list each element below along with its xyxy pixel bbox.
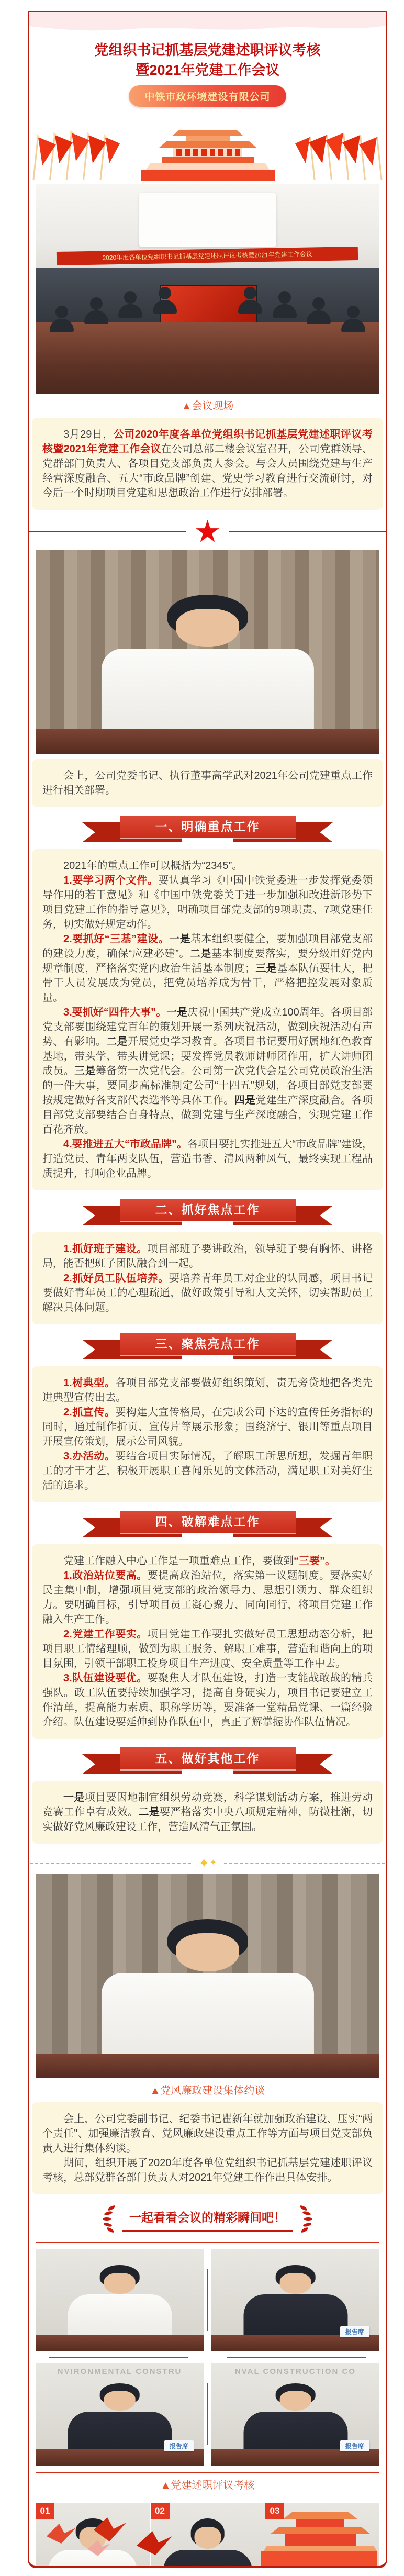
paragraph: 1.树典型。各项目部党支部要做好组织策划，责无旁贷地把各类先进典型宣传出去。 — [42, 1377, 373, 1403]
attendee-silhouette — [273, 291, 297, 318]
attendee-silhouette — [238, 287, 262, 314]
section-ribbon-1 — [29, 816, 386, 844]
paragraph: 4.要推进五大“市政品牌”。各项目要扎实推进五大“市政品牌”建设，打造党员、青年两支队伍，营造书香、清风两种风气，最终实现工程品质提升，打响企业品牌。 — [42, 1139, 373, 1179]
photo-speaker-quxinnian — [36, 1874, 379, 2078]
page-title-line2: 暨2021年党建工作会议 — [135, 62, 280, 78]
paragraph: 3.要抓好“四件大事”。一是庆祝中国共产党成立100周年。各项目部党支部要围绕建党百年的策划开展一系列庆祝活动，做到庆祝活动有声势、有影响。二是开展党史学习教育。各项目书记要用好属地红色教育基地，带头学、带头讲党课；要发挥党员教师讲师团作用，扩大讲师团成员。三是筹备第一次党代会。公司第一次党代会是公司党员政治生活的一件大事，要同步高标准制定公司“十四五”规划，各项目部党支部要按规定做好各支部代表选举等具体工作。四是党建生产深度融合。各项目部党支部要结合自身特点，做到党建与生产深度融合，实现党建工作百花齐放。 — [42, 1007, 373, 1135]
sparkle-stars-icon: ✦✦ — [198, 1855, 217, 1871]
attendee-silhouette — [50, 306, 74, 332]
section-box-4 — [32, 1544, 383, 1739]
section-ribbon-3 — [29, 1333, 386, 1361]
page-title-line1: 党组织书记抓基层党建述职评议考核 — [94, 42, 321, 58]
paragraph: 一是项目要因地制宜组织劳动竞赛，科学谋划活动方案，推进劳动竞赛工作卓有成效。二是要严格落实中央八项规定精神，防微杜渐，切实做好党风廉政建设工作，营造风清气正氛围。 — [42, 1792, 373, 1833]
attendee-silhouette — [307, 297, 331, 324]
paragraph: 1.政治站位要高。要提高政治站位，落实第一议题制度。要落实好民主集中制，增强项目党支部的政治领导力、思想引领力、群众组织力。要明确目标，引导项目员工凝心聚力、同向同行，将项目党建工作融入生产工作。 — [42, 1570, 373, 1625]
paragraph: 2021年的重点工作可以概括为“2345”。 — [63, 860, 243, 872]
section-box-2 — [32, 1232, 383, 1324]
laurel-left-icon — [101, 2205, 119, 2234]
photo-banner-text: 2020年度各单位党组织书记抓基层党建述职评议考核暨2021年党建工作会议 — [57, 247, 358, 265]
attendee-silhouette — [118, 291, 142, 318]
grid-row-2 — [36, 2363, 379, 2466]
photo-conference-table — [36, 322, 379, 394]
section-title-5: 五、做好其他工作 — [120, 1747, 296, 1769]
red-flags-right-icon — [295, 129, 384, 181]
caption-review: ▲党建述职评议考核 — [160, 2480, 255, 2491]
grid-vertical-separator — [207, 2383, 208, 2445]
attendee-silhouette — [84, 297, 108, 324]
doves-icon — [43, 2515, 190, 2566]
caption-talks: ▲党风廉政建设集体约谈 — [150, 2085, 265, 2097]
paragraph: 2.抓好员工队伍培养。要培养青年员工对企业的认同感，项目书记要做好青年员工的心理疏通，做好政策引导和人文关怀，切实帮助员工解决具体问题。 — [42, 1273, 373, 1313]
section-title-4: 四、破解难点工作 — [120, 1511, 296, 1533]
star-divider — [29, 517, 386, 547]
paragraph: 1.要学习两个文件。要认真学习《中国中铁党委进一步发挥党委领导作用的若干意见》和《中国中铁党委关于进一步加强和改进新形势下项目党建工作的指导意见》，明确项目部党支部的9项职责、7项党建任务，切实做好规定动作。 — [42, 875, 373, 930]
paragraph: 3.队伍建设要优。要聚焦人才队伍建设，打造一支能战敢战的精兵强队。政工队伍要持续加强学习，提高自身硬实力，项目书记要建立工作清单，提高能力素质、职称学历等，要准备一堂精品党课、一篇经验介绍。队伍建设要延伸到协作队伍中，真正了解掌握协作队伍情况。 — [42, 1672, 373, 1728]
photo-report-1 — [36, 2249, 204, 2351]
wave-header-decoration — [29, 12, 386, 34]
section-box-5 — [32, 1781, 383, 1844]
photo-report-4 — [211, 2363, 379, 2466]
paragraph: 党建工作融入中心工作是一项重难点工作，要做到“三要”。 — [63, 1555, 335, 1567]
photo-number-badge: 01 — [36, 2503, 54, 2519]
section-ribbon-4 — [29, 1511, 386, 1539]
grid-row-1 — [36, 2249, 379, 2351]
photo-number-badge: 03 — [265, 2503, 284, 2519]
photo-speaker-gaoxuewu — [36, 550, 379, 754]
photo-meeting-room — [36, 184, 379, 394]
dashed-divider — [30, 1855, 385, 1871]
moments-heading-row — [29, 2205, 386, 2234]
attendee-silhouette — [341, 306, 365, 332]
paragraph: 2.抓宣传。要构建大宣传格局，在完成公司下达的宣传任务指标的同时，通过制作折页、宣传片等展示形象；围绕济宁、银川等重点项目开展宣传策划，展示公司风貌。 — [42, 1407, 373, 1447]
paragraph: 期间，组织开展了2020年度各单位党组织书记抓基层党建述职评议考核，总部党群各部门负责人对2021年党建工作作出具体安排。 — [42, 2157, 373, 2183]
tiananmen-gate-icon — [129, 129, 286, 181]
paragraph: 3.办活动。要结合项目实际情况，了解职工所思所想，发掘青年职工的才干才艺，积极开展职工喜闻乐见的文体活动，满足职工对美好生活的追求。 — [42, 1451, 373, 1491]
intro-box — [32, 418, 383, 510]
photo-number-badge: 02 — [151, 2503, 170, 2519]
section-box-1 — [32, 849, 383, 1190]
star-icon: ★ — [194, 515, 221, 549]
paragraph: 会上，公司党委书记、执行董事高学武对2021年公司党建重点工作进行相关部署。 — [42, 770, 373, 796]
section-title-2: 二、抓好焦点工作 — [120, 1199, 296, 1221]
paragraph: 会上，公司党委副书记、纪委书记瞿新年就加强政治建设、压实“两个责任”、加强廉洁教育、党风廉政建设重点工作等方面与项目党支部负责人进行集体约谈。 — [42, 2113, 373, 2154]
section-ribbon-5 — [29, 1747, 386, 1776]
section-title-3: 三、聚焦亮点工作 — [120, 1333, 296, 1355]
wall-sign-text: NVAL CONSTRUCTION CO — [234, 2367, 356, 2376]
name-card-reporter: 报告席 — [164, 2440, 194, 2451]
moments-heading: 一起看看会议的精彩瞬间吧！ — [122, 2205, 293, 2232]
name-card-reporter: 报告席 — [340, 2326, 369, 2337]
name-card-reporter: 报告席 — [340, 2440, 369, 2451]
article-frame — [28, 11, 387, 2568]
paragraph: 1.抓好班子建设。项目部班子要讲政治，领导班子要有胸怀、讲格局，能否把班子团队融合到一起。 — [42, 1243, 373, 1269]
page-title — [29, 40, 386, 80]
wall-sign-text: NVIRONMENTAL CONSTRU — [57, 2367, 182, 2376]
flags-gate-decoration — [31, 128, 384, 181]
section-title-1: 一、明确重点工作 — [120, 816, 296, 838]
paragraph: 2.要抓好“三基”建设。一是基本组织要健全，要加强项目部党支部的建设力度，确保“应建必建”。二是基本制度要落实，要分级用好党内规章制度，严格落实党内政治生活基本制度；三是基本队伍要壮大，把骨干人员发展成为党员，把党员培养成为骨干，严格把控发展对象质量。 — [42, 933, 373, 1003]
moments-photo-grid — [36, 2242, 379, 2473]
tower-building-icon — [246, 2511, 377, 2566]
paragraph: 2.党建工作要实。项目党建工作要扎实做好员工思想动态分析，把项目职工情绪理顺，做到为职工服务、解职工难事，营造和谐向上的项目氛围，引领干部职工投身项目生产进度、安全质量等工作中去。 — [42, 1629, 373, 1669]
section-ribbon-2 — [29, 1199, 386, 1227]
photo-ceiling-light — [139, 193, 276, 247]
company-badge: 中铁市政环境建设有限公司 — [129, 85, 286, 107]
paragraph: 3月29日，公司2020年度各单位党组织书记抓基层党建述职评议考核暨2021年党建工作会议在公司总部二楼会议室召开，公司党群领导、党群部门负责人、各项目党支部负责人参会。与会人员围绕党建与生产经营深度融合、五大“市政品牌”创建、党史学习教育进行交流研讨，对今后一个时期项目党建和思想政治工作进行安排部署。 — [42, 429, 373, 499]
grid-horizontal-separator — [49, 2357, 366, 2358]
footer-decoration — [29, 2507, 386, 2566]
deploy-note-box — [32, 759, 383, 807]
laurel-right-icon — [296, 2205, 314, 2234]
red-flags-left-icon — [31, 129, 120, 181]
photo-report-2 — [211, 2249, 379, 2351]
section-box-3 — [32, 1366, 383, 1502]
attendee-silhouette — [153, 287, 177, 314]
caption-meeting-scene: ▲会议现场 — [181, 400, 234, 412]
photo-report-3 — [36, 2363, 204, 2466]
grid-vertical-separator — [207, 2269, 208, 2331]
talks-note-box — [32, 2102, 383, 2194]
